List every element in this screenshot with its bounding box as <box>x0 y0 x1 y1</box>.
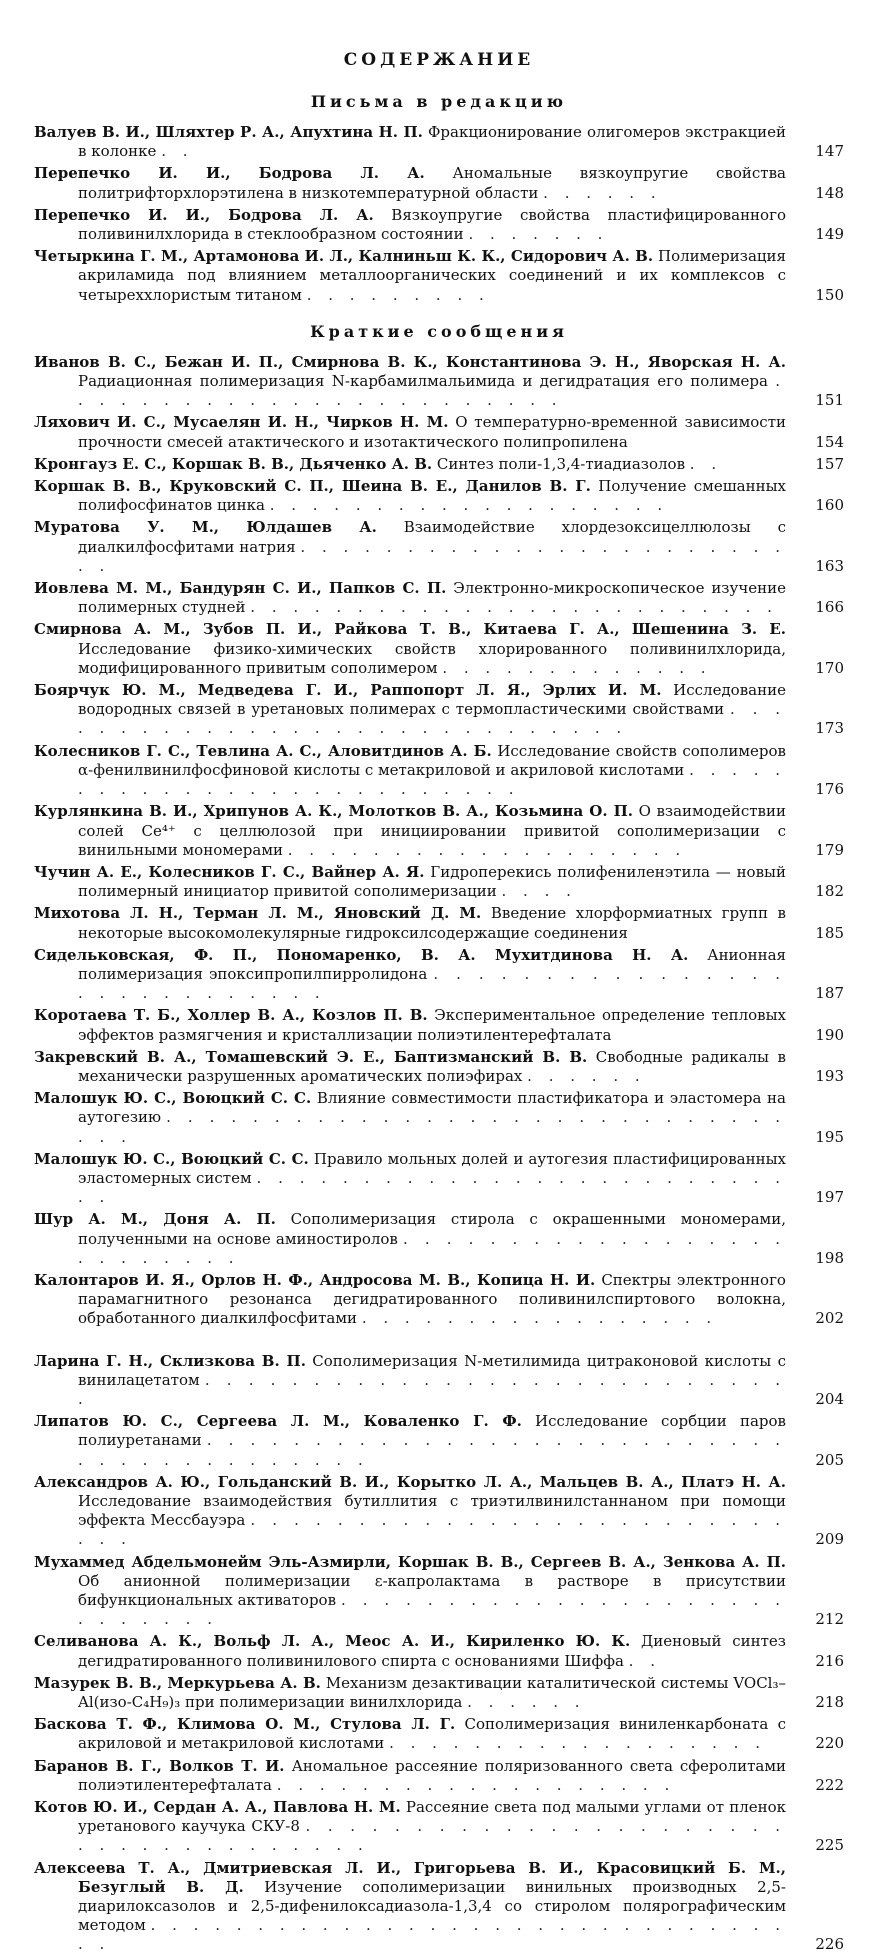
toc-entry <box>34 164 844 202</box>
leader-dots: . . . . . . . . . . . . . . . . . . . <box>276 1775 676 1794</box>
toc-entry <box>34 802 844 860</box>
entry-page: 151 <box>815 391 844 410</box>
entry-title: Влияние совместимости пластификатора и эластомера на аутогезию <box>78 1089 786 1127</box>
entry-title: Аномальные вязкоупругие свойства политрифторхлорэтилена в низкотемпературной области <box>78 164 786 202</box>
leader-dots: . . . . . . . . . . . . . . . . . <box>361 1309 718 1328</box>
entry-page: 147 <box>815 142 844 161</box>
toc-entry <box>34 247 844 305</box>
leader-dots: . . . . . . <box>467 1693 586 1712</box>
entry-authors: Курлянкина В. И., Хрипунов А. К., Молотков В. А., Козьмина О. П. <box>34 802 633 821</box>
leader-dots: . . . . . . . . . . . . . . . . . . . . . . . . . . . . . . . . <box>78 1916 786 1954</box>
toc-entry <box>34 904 844 942</box>
entry-authors: Мазурек В. В., Меркурьева А. В. <box>34 1673 321 1692</box>
entry-title: Вязкоупругие свойства пластифицированного поливинилхлорида в стеклообразном состоянии <box>78 205 786 244</box>
toc-entry <box>34 123 844 161</box>
toc-entry <box>34 1150 844 1208</box>
entry-page: 190 <box>815 1025 844 1044</box>
toc-entry <box>34 1715 844 1753</box>
entry-title: Фракционирование олигомеров экстракцией в колонке <box>78 123 786 161</box>
entry-authors: Иовлева М. М., Бандурян С. И., Папков С. П. <box>34 579 447 598</box>
leader-dots: . . . . . . . . . . . . . . . . . . . . . . . . . . . . <box>78 964 786 1003</box>
entry-authors: Липатов Ю. С., Сергеева Л. М., Коваленко Г. Ф. <box>34 1412 522 1431</box>
toc-entry <box>34 353 844 411</box>
entry-authors: Чучин А. Е., Колесников Г. С., Вайнер А. Я. <box>34 862 425 881</box>
entry-title: Исследование сорбции паров полиуретанами <box>78 1412 786 1450</box>
leader-dots: . . . . . . . . . <box>306 285 490 304</box>
toc-entry <box>34 681 844 739</box>
entry-authors: Алексеева Т. А., Дмитриевская Л. И., Григорьева В. И., Красовицкий Б. М., Безуглый В. Д. <box>34 1858 786 1896</box>
toc-entry <box>34 863 844 901</box>
entry-page: 198 <box>815 1248 844 1267</box>
entry-title: Исследование физико-химических свойств хлорированного поливинилхлорида, модифицированного привитым сополимером <box>78 639 786 677</box>
page-title: СОДЕРЖАНИЕ <box>343 50 535 70</box>
toc-entry <box>34 1352 844 1410</box>
leader-dots: . . . . . . . . . . . . . . . . . . . <box>269 496 669 515</box>
toc-entry <box>34 518 844 576</box>
entry-title: Изучение сополимеризации винильных производных 2,5-диарилоксазолов и 2,5-дифенилоксадиазола-1,3,4 со стиролом полярографическим методом <box>78 1877 786 1935</box>
entry-authors: Шур А. М., Доня А. П. <box>34 1210 276 1229</box>
leader-dots: . . . . . . . . . . . . . . . . . . . . . . . . . . . . <box>78 1511 786 1549</box>
toc-entry <box>34 477 844 515</box>
entry-page: 182 <box>815 882 844 901</box>
entry-title: О взаимодействии солей Ce⁴⁺ с целлюлозой при инициировании привитой сополимеризации с винильными мономерами <box>78 802 786 859</box>
toc-entry <box>34 1412 844 1470</box>
entry-authors: Михотова Л. Н., Терман Л. М., Яновский Д. М. <box>34 904 482 923</box>
entry-page: 176 <box>815 780 844 799</box>
entry-title: Введение хлорформиатных групп в некоторые высокомолекулярные гидроксилсодержащие соединения <box>78 904 786 942</box>
toc-entry <box>34 206 844 244</box>
entry-authors: Боярчук Ю. М., Медведева Г. И., Раппопорт Л. Я., Эрлих И. М. <box>34 681 662 700</box>
entry-page: 204 <box>815 1389 844 1408</box>
entry-authors: Закревский В. А., Томашевский Э. Е., Баптизманский В. В. <box>34 1047 588 1066</box>
toc-entry <box>34 1757 844 1795</box>
entry-authors: Колесников Г. С., Тевлина А. С., Аловитдинов А. Б. <box>34 741 492 760</box>
entry-authors: Валуев В. И., Шляхтер Р. А., Апухтина Н. П. <box>34 123 423 141</box>
entry-authors: Коршак В. В., Круковский С. П., Шеина В. Е., Данилов В. Г. <box>34 477 591 496</box>
toc-entry <box>34 1048 844 1086</box>
entry-title: Рассеяние света под малыми углами от пленок уретанового каучука СКУ-8 <box>78 1798 787 1836</box>
toc-entry <box>34 1553 844 1630</box>
entry-title: Сополимеризация стирола с окрашенными мономерами, полученными на основе аминостиролов <box>78 1210 786 1248</box>
section-short <box>34 353 844 1329</box>
toc-entry <box>34 1089 844 1147</box>
leader-dots: . . . . . . <box>527 1066 646 1085</box>
entry-page: 212 <box>815 1610 844 1629</box>
entry-authors: Смирнова А. М., Зубов П. И., Райкова Т. В., Китаева Г. А., Шешенина З. Е. <box>34 620 786 639</box>
entry-title: Гидроперекись полифениленэтила — новый полимерный инициатор привитой сополимеризации <box>78 862 786 901</box>
entry-page: 170 <box>815 658 844 677</box>
leader-dots: . . . . . . . . . . . . . . . . . . . . . . . . . . . . . . . . <box>78 1108 786 1146</box>
entry-page: 225 <box>815 1836 844 1855</box>
entry-title: Анионная полимеризация эпоксипропилпирролидона <box>78 945 786 983</box>
toc-entry <box>34 1798 844 1856</box>
entry-page: 157 <box>815 454 844 473</box>
entry-authors: Котов Ю. И., Сердан А. А., Павлова Н. М. <box>34 1798 401 1817</box>
entry-page: 193 <box>815 1066 844 1085</box>
entry-authors: Александров А. Ю., Гольданский В. И., Корытко Л. А., Мальцев В. А., Платэ Н. А. <box>34 1472 786 1491</box>
entry-page: 216 <box>815 1651 844 1670</box>
entry-page: 195 <box>815 1127 844 1146</box>
section-letters <box>34 123 844 305</box>
entry-title: Диеновый синтез дегидратированного поливинилового спирта с основаниями Шиффа <box>78 1632 786 1670</box>
toc-entry <box>34 1473 844 1550</box>
leader-dots: . . . . . . . . . . . . . . . . . . . . . . . . . . . . <box>78 1591 786 1629</box>
entry-authors: Сидельковская, Ф. П., Пономаренко, В. А. Мухитдинова Н. А. <box>34 945 689 964</box>
toc-entry <box>34 1859 844 1955</box>
leader-dots: . . . . . . . . . . . . . . . . . . . . . . . . . . . <box>78 1168 786 1207</box>
leader-dots: . . <box>689 454 723 473</box>
leader-dots: . . . . . . . . . . . . . . . . . . . . . . . . . <box>250 598 778 617</box>
leader-dots: . . . . . . . . . . . . . . . . . . . . . . . . . . . . . . . . . . . . <box>78 1817 786 1855</box>
leader-dots: . . . . . . . . . . . . . . . . . . . <box>287 840 687 859</box>
entry-authors: Кронгауз Е. С., Коршак В. В., Дьяченко А. В. <box>34 454 433 473</box>
entry-authors: Селиванова А. К., Вольф Л. А., Меос А. И., Кириленко Ю. К. <box>34 1632 631 1651</box>
toc-entry <box>34 1674 844 1712</box>
contents-page <box>34 50 844 1958</box>
leader-dots: . . . . . . . . . . . . . . . . . . . . . . . . . . <box>78 760 786 799</box>
toc-entry <box>34 742 844 800</box>
entry-title: Спектры электронного парамагнитного резонанса дегидратированного поливинилспиртового волокна, обработанного диалкилфосфитами <box>78 1270 786 1328</box>
entry-page: 205 <box>815 1450 844 1469</box>
entry-authors: Перепечко И. И., Бодрова Л. А. <box>34 164 425 183</box>
entry-authors: Малошук Ю. С., Воюцкий С. С. <box>34 1089 312 1108</box>
leader-dots: . . . . . . . . . . . . . . . . . . . . . . . . . . . . . . . . . . . . . . . . . <box>78 1431 786 1469</box>
entry-title: Синтез поли-1,3,4-тиадиазолов <box>436 454 686 473</box>
entry-page: 185 <box>815 923 844 942</box>
leader-dots: . . . . . . . . . . . . . . . . . . . . . . . . <box>78 372 786 410</box>
section-untitled <box>34 1352 844 1955</box>
entry-page: 179 <box>815 840 844 859</box>
entry-title: Об анионной полимеризации ε-капролактама в растворе в присутствии бифункциональных активаторов <box>78 1571 786 1610</box>
leader-dots: . . <box>628 1651 661 1670</box>
entry-title: Исследование взаимодействия бутиллития с триэтилвинилстаннаном при помощи эффекта Мессбауэра <box>78 1492 786 1530</box>
entry-title: Исследование свойств сополимеров α-фенилвинилфосфиновой кислоты с метакриловой и акриловой кислотами <box>78 741 786 779</box>
entry-page: 163 <box>815 556 844 575</box>
entry-page: 149 <box>815 225 844 244</box>
toc-entry <box>34 1006 844 1044</box>
entry-page: 173 <box>815 719 844 738</box>
toc-entry <box>34 946 844 1004</box>
toc-entry <box>34 413 844 451</box>
toc-entry <box>34 1632 844 1670</box>
entry-title: Полимеризация акриламида под влиянием металлоорганических соединений и их комплексов с четыреххлористым титаном <box>78 247 786 304</box>
entry-authors: Мухаммед Абдельмонейм Эль-Азмирли, Коршак В. В., Сергеев В. А., Зенкова А. П. <box>34 1552 786 1571</box>
entry-page: 166 <box>815 598 844 617</box>
entry-page: 226 <box>815 1935 844 1954</box>
leader-dots: . . . . . . . <box>468 225 609 244</box>
leader-dots: . . . . . . . . . . . . . . . . . . . . . . . . . . <box>78 1229 786 1267</box>
entry-authors: Ляхович И. С., Мусаелян И. Н., Чирков Н. М. <box>34 413 449 432</box>
leader-dots: . . . . . . . . . . . . . . . . . . <box>389 1734 766 1753</box>
entry-page: 148 <box>815 183 844 202</box>
entry-title: О температурно-временной зависимости прочности смесей атактического и изотактического полипропилена <box>78 413 786 451</box>
leader-dots: . . . . . . . . . . . . . . . . . . . . . . . . . . . . <box>78 1370 786 1408</box>
toc-entry <box>34 620 844 678</box>
entry-page: 160 <box>815 496 844 515</box>
entry-title: Сополимеризация N-метилимида цитраконовой кислоты с винилацетатом <box>78 1351 786 1389</box>
entry-title: Правило мольных долей и аутогезия пластифицированных эластомерных систем <box>78 1149 786 1187</box>
leader-dots: . . . . . . . . . . . . . . . . . . . . . . . . . . . . . <box>78 700 786 738</box>
entry-page: 220 <box>815 1734 844 1753</box>
entry-authors: Калонтаров И. Я., Орлов Н. Ф., Андросова М. В., Копица Н. И. <box>34 1270 596 1289</box>
entry-authors: Баранов В. Г., Волков Т. И. <box>34 1756 285 1775</box>
entry-title: Свободные радикалы в механически разрушенных ароматических полиэфирах <box>78 1047 786 1085</box>
section-title-letters: Письма в редакцию <box>310 92 568 111</box>
entry-title: Получение смешанных полифосфинатов цинка <box>78 477 786 515</box>
leader-dots: . . . . . . . . . . . . . . . . . . . . . . . . . <box>78 537 786 575</box>
leader-dots: . . <box>161 142 194 161</box>
entry-authors: Малошук Ю. С., Воюцкий С. С. <box>34 1149 309 1168</box>
entry-authors: Коротаева Т. Б., Холлер В. А., Козлов П. В. <box>34 1006 428 1025</box>
entry-authors: Четыркина Г. М., Артамонова И. Л., Калниньш К. К., Сидорович А. В. <box>34 247 654 266</box>
entry-authors: Муратова У. М., Юлдашев А. <box>34 518 377 537</box>
leader-dots: . . . . . . <box>543 183 662 202</box>
entry-authors: Ларина Г. Н., Склизкова В. П. <box>34 1351 306 1370</box>
leader-dots: . . . . . . . . . . . . . <box>442 658 712 677</box>
entry-page: 187 <box>815 984 844 1003</box>
entry-title: Механизм дезактивации каталитической системы VOCl₃–Al(изо-C₄H₉)₃ при полимеризации винилхлорида <box>78 1673 786 1712</box>
entry-page: 209 <box>815 1530 844 1549</box>
entry-title: Сополимеризация виниленкарбоната с акриловой и метакриловой кислотами <box>78 1715 786 1753</box>
entry-authors: Баскова Т. Ф., Климова О. М., Стулова Л. Г. <box>34 1715 456 1734</box>
entry-title: Радиационная полимеризация N-карбамилмальимида и дегидратация его полимера <box>78 372 768 391</box>
entry-page: 222 <box>815 1775 844 1794</box>
entry-title: Экспериментальное определение тепловых эффектов размягчения и кристаллизации полиэтилентерефталата <box>78 1006 786 1044</box>
toc-entry <box>34 579 844 617</box>
entry-title: Исследование водородных связей в уретановых полимерах с термопластическими свойствами <box>78 681 786 719</box>
entry-page: 150 <box>815 285 844 304</box>
entry-page: 218 <box>815 1693 844 1712</box>
entry-authors: Иванов В. С., Бежан И. П., Смирнова В. К., Константинова Э. Н., Яворская Н. А. <box>34 352 786 371</box>
entry-authors: Перепечко И. И., Бодрова Л. А. <box>34 205 374 224</box>
entry-page: 154 <box>815 432 844 451</box>
leader-dots: . . . . <box>501 882 577 901</box>
entry-title: Взаимодействие хлордезоксицеллюлозы с диалкилфосфитами натрия <box>78 518 786 556</box>
entry-page: 197 <box>815 1188 844 1207</box>
toc-entry <box>34 455 844 474</box>
section-title-short: Краткие сообщения <box>310 321 568 341</box>
entry-title: Электронно-микроскопическое изучение полимерных студней <box>78 579 786 617</box>
entry-page: 202 <box>815 1309 844 1328</box>
entry-title: Аномальное рассеяние поляризованного света сферолитами полиэтилентерефталата <box>78 1756 786 1794</box>
toc-entry <box>34 1271 844 1329</box>
toc-entry <box>34 1210 844 1268</box>
